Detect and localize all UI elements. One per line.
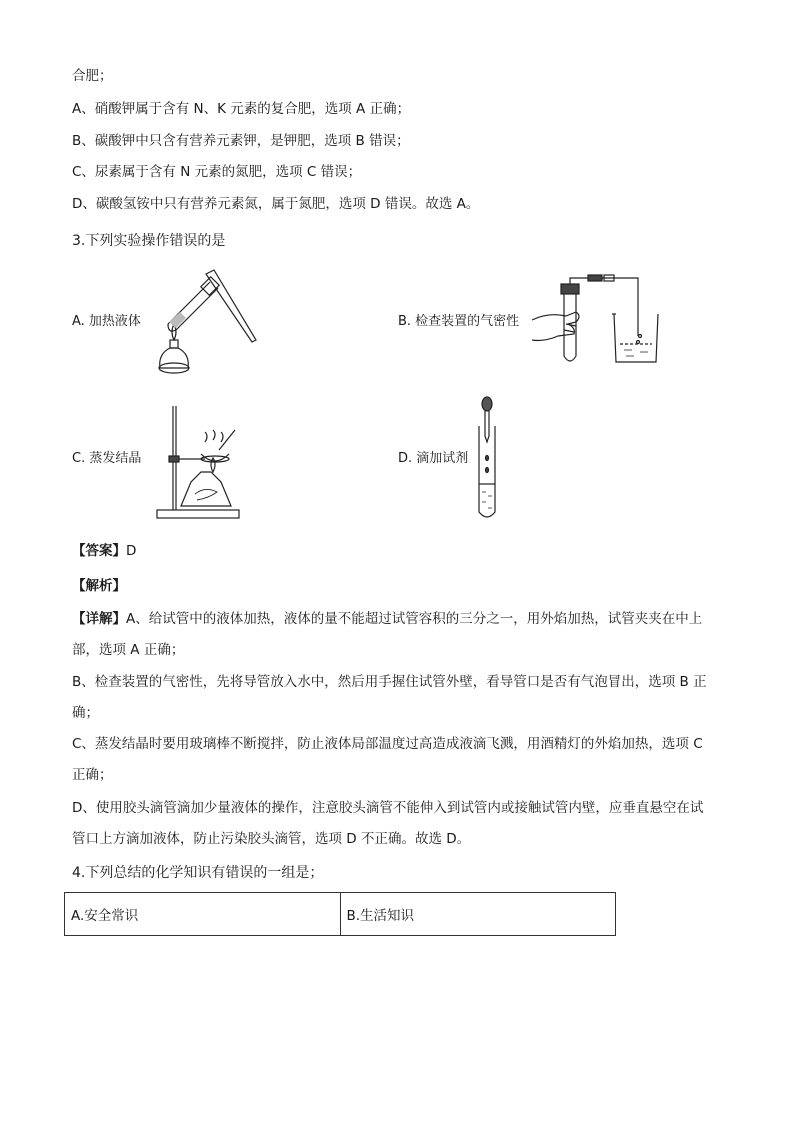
explanation-line: [72, 610, 702, 628]
explanation-text: A、给试管中的液体加热，液体的量不能超过试管容积的三分之一，用外焰加热，试管夹夹在中上: [126, 611, 703, 627]
text-line: 合肥；: [72, 68, 113, 84]
question-stem: 3.下列实验操作错误的是: [72, 233, 226, 249]
text-line: B、碳酸钾中只含有营养元素钾，是钾肥，选项 B 错误；: [72, 133, 410, 149]
knowledge-table: [64, 892, 616, 936]
analysis-tag: 【解析】: [72, 578, 126, 594]
heating-liquid-figure: [148, 268, 263, 383]
airtightness-check-figure: [528, 272, 668, 372]
answer-tag: 【答案】: [72, 543, 126, 559]
explanation-line: 管口上方滴加液体，防止污染胶头滴管，选项 D 不正确。故选 D。: [72, 831, 471, 847]
option-c-label: C. 蒸发结晶: [72, 451, 142, 466]
evaporation-figure: [155, 402, 243, 522]
dropper-figure: [472, 396, 502, 520]
question-stem: 4.下列总结的化学知识有错误的一组是；: [72, 865, 324, 881]
option-d-label: D. 滴加试剂: [398, 451, 469, 466]
answer-line: [72, 542, 136, 560]
explanation-line: 部，选项 A 正确；: [72, 642, 185, 658]
option-a-label: A. 加热液体: [72, 314, 141, 329]
table-cell: B.生活知识: [340, 893, 616, 936]
option-b-label: B. 检查装置的气密性: [398, 314, 520, 329]
explanation-line: 正确；: [72, 767, 113, 783]
text-line: C、尿素属于含有 N 元素的氮肥，选项 C 错误；: [72, 164, 362, 180]
table-row: [65, 893, 616, 936]
explanation-line: D、使用胶头滴管滴加少量液体的操作，注意胶头滴管不能伸入到试管内或接触试管内壁，应垂直悬空在试: [72, 800, 704, 816]
answer-value: D: [126, 543, 137, 559]
explanation-line: B、检查装置的气密性，先将导管放入水中，然后用手握住试管外壁，看导管口是否有气泡冒出，选项 B 正: [72, 674, 707, 690]
text-line: A、硝酸钾属于含有 N、K 元素的复合肥，选项 A 正确；: [72, 101, 411, 117]
explanation-line: 确；: [72, 705, 99, 721]
text-line: D、碳酸氢铵中只有营养元素氮，属于氮肥，选项 D 错误。故选 A。: [72, 196, 480, 212]
explanation-line: C、蒸发结晶时要用玻璃棒不断搅拌，防止液体局部温度过高造成液滴飞溅，用酒精灯的外焰加热，选项 C: [72, 736, 703, 752]
detail-tag: 【详解】: [72, 611, 126, 627]
table-cell: A.安全常识: [65, 893, 341, 936]
